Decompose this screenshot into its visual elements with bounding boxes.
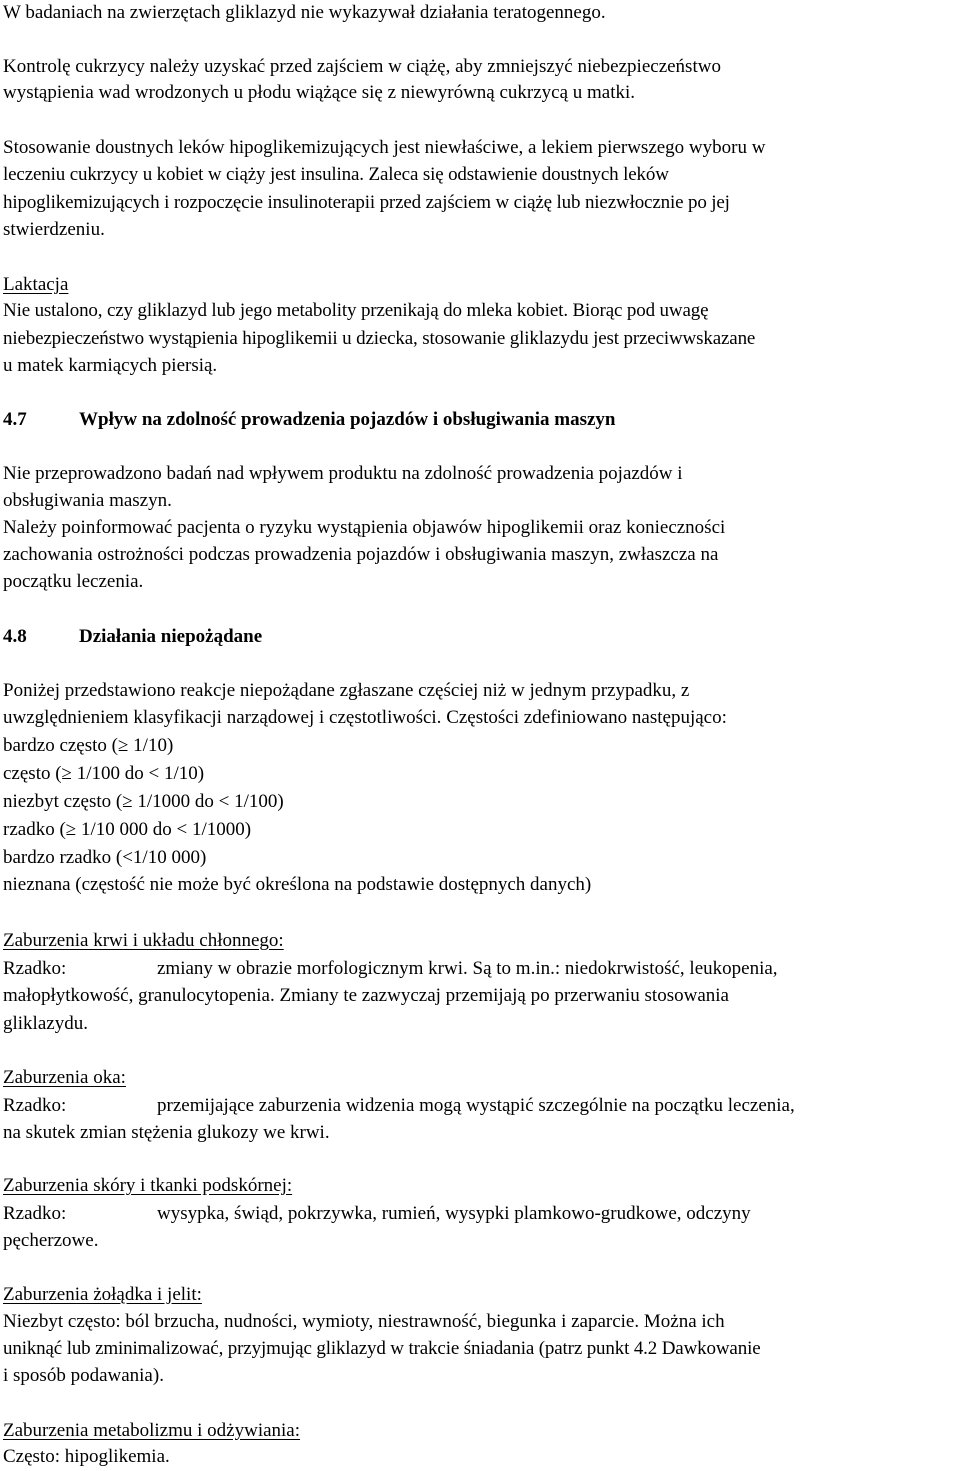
- paragraph-teratogen: W badaniach na zwierzętach gliklazyd nie wykazywał działania teratogennego.: [3, 2, 606, 23]
- skora-text-1: wysypka, świąd, pokrzywka, rumień, wysypki plamkowo-grudkowe, odczyny: [157, 1203, 751, 1224]
- section-4-8-intro-line-1: Poniżej przedstawiono reakcje niepożądane zgłaszane częściej niż w jednym przypadku, z: [3, 680, 690, 701]
- paragraph-kontrola-line-2: wystąpienia wad wrodzonych u płodu wiążące się z niewyrówną cukrzycą u matki.: [3, 82, 636, 103]
- skora-heading: Zaburzenia skóry i tkanki podskórnej:: [3, 1175, 293, 1196]
- paragraph-stosowanie-line-4: stwierdzeniu.: [3, 219, 105, 240]
- zoladek-line-1: Niezbyt często: ból brzucha, nudności, wymioty, niestrawność, biegunka i zaparcie. Można ich: [3, 1311, 725, 1332]
- section-4-8-intro-sentence-2: Częstości zdefiniowano następująco:: [441, 707, 727, 728]
- metabolizm-line-1: Często: hipoglikemia.: [3, 1446, 170, 1467]
- frequency-item: bardzo często (≥ 1/10): [3, 735, 174, 756]
- krew-heading: Zaburzenia krwi i układu chłonnego:: [3, 930, 284, 951]
- paragraph-stosowanie-line-2: [3, 162, 669, 188]
- section-4-7-p2-line-1: Należy poinformować pacjenta o ryzyku wystąpienia objawów hipoglikemii oraz konieczności: [3, 517, 726, 538]
- zoladek-line-2: uniknąć lub zminimalizować, przyjmując gliklazyd w trakcie śniadania (patrz punkt 4.2 Dawkowanie: [3, 1338, 761, 1359]
- oko-frequency-label: Rzadko:: [3, 1095, 67, 1116]
- paragraph-stosowanie-line-3: hipoglikemizujących i rozpoczęcie insulinoterapii przed zajściem w ciążę lub niezwłocznie po jej: [3, 192, 730, 213]
- zoladek-heading: Zaburzenia żołądka i jelit:: [3, 1284, 202, 1305]
- section-4-7-heading: [3, 407, 615, 433]
- section-4-7-p2-line-3: początku leczenia.: [3, 571, 144, 592]
- frequency-item: niezbyt często (≥ 1/1000 do < 1/100): [3, 791, 284, 812]
- paragraph-stosowanie-line-1: Stosowanie doustnych leków hipoglikemizujących jest niewłaściwe, a lekiem pierwszego wyboru w: [3, 137, 766, 158]
- paragraph-stosowanie-sentence-2-start: Zaleca się odstawienie doustnych leków: [363, 164, 669, 185]
- skora-frequency-label: Rzadko:: [3, 1203, 67, 1224]
- skora-line-2: pęcherzowe.: [3, 1230, 99, 1251]
- paragraph-stosowanie-sentence-1-end: leczeniu cukrzycy u kobiet w ciąży jest insulina.: [3, 164, 364, 185]
- section-4-7-p1-line-2: obsługiwania maszyn.: [3, 490, 172, 511]
- laktacja-sentence-1: Nie ustalono, czy gliklazyd lub jego metabolity przenikają do mleka kobiet.: [3, 300, 568, 321]
- zoladek-line-3: i sposób podawania).: [3, 1365, 164, 1386]
- oko-heading: Zaburzenia oka:: [3, 1067, 126, 1088]
- laktacja-heading: Laktacja: [3, 274, 69, 295]
- section-4-8-number: 4.8: [3, 626, 27, 647]
- metabolizm-heading: Zaburzenia metabolizmu i odżywiania:: [3, 1420, 301, 1441]
- section-4-7-p2-line-2: zachowania ostrożności podczas prowadzenia pojazdów i obsługiwania maszyn, zwłaszcza na: [3, 544, 719, 565]
- frequency-item: bardzo rzadko (<1/10 000): [3, 847, 207, 868]
- section-4-8-intro-line-2: [3, 705, 727, 731]
- krew-frequency-label: Rzadko:: [3, 958, 67, 979]
- frequency-item: nieznana (częstość nie może być określona na podstawie dostępnych danych): [3, 874, 592, 895]
- oko-line-2: na skutek zmian stężenia glukozy we krwi.: [3, 1122, 330, 1143]
- section-4-8-heading: [3, 624, 262, 650]
- krew-line-3: gliklazydu.: [3, 1013, 88, 1034]
- krew-text-1: zmiany w obrazie morfologicznym krwi. Są to m.in.: niedokrwistość, leukopenia,: [157, 958, 778, 979]
- oko-line-1: [3, 1093, 795, 1119]
- paragraph-kontrola-line-1: Kontrolę cukrzycy należy uzyskać przed zajściem w ciążę, aby zmniejszyć niebezpieczeństwo: [3, 56, 721, 77]
- frequency-item: często (≥ 1/100 do < 1/10): [3, 763, 205, 784]
- laktacja-sentence-2-start: Biorąc pod uwagę: [567, 300, 709, 321]
- oko-text-1: przemijające zaburzenia widzenia mogą wystąpić szczególnie na początku leczenia,: [157, 1095, 795, 1116]
- section-4-8-intro-sentence-1-end: uwzględnieniem klasyfikacji narządowej i częstotliwości.: [3, 707, 442, 728]
- krew-line-2: małopłytkowość, granulocytopenia. Zmiany te zazwyczaj przemijają po przerwaniu stosowania: [3, 985, 729, 1006]
- laktacja-line-2: niebezpieczeństwo wystąpienia hipoglikemii u dziecka, stosowanie gliklazydu jest przeciwwskazane: [3, 328, 756, 349]
- section-4-7-title: Wpływ na zdolność prowadzenia pojazdów i obsługiwania maszyn: [79, 409, 616, 430]
- skora-line-1: [3, 1201, 751, 1227]
- section-4-7-p1-line-1: Nie przeprowadzono badań nad wpływem produktu na zdolność prowadzenia pojazdów i: [3, 463, 683, 484]
- laktacja-line-3: u matek karmiących piersią.: [3, 355, 218, 376]
- laktacja-line-1: [3, 298, 708, 324]
- section-4-8-title: Działania niepożądane: [79, 626, 263, 647]
- krew-line-1: [3, 956, 778, 982]
- section-4-7-number: 4.7: [3, 409, 27, 430]
- frequency-item: rzadko (≥ 1/10 000 do < 1/1000): [3, 819, 252, 840]
